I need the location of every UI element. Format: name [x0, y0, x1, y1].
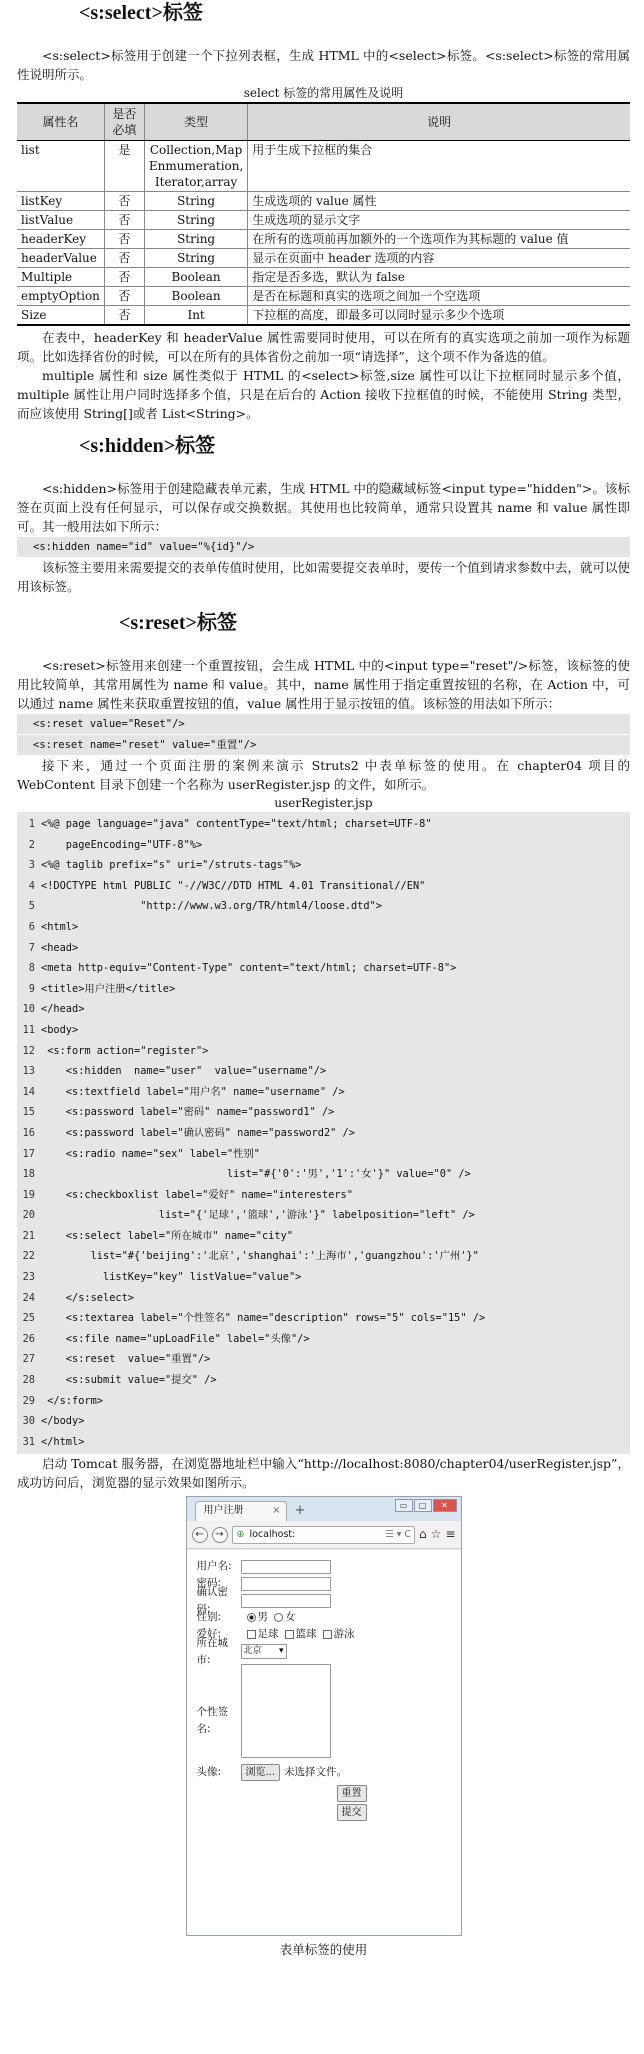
line-number: 9 — [28, 982, 35, 995]
table-cell: 是否在标题和真实的选项之间加一个空选项 — [248, 287, 630, 306]
line-text: <meta http-equiv="Content-Type" content="text/html; charset=UTF-8"> — [41, 962, 457, 975]
code-line — [17, 1185, 630, 1206]
line-number: 2 — [28, 838, 35, 851]
figure-caption: 表单标签的使用 — [279, 1942, 368, 1958]
table-cell: listValue — [17, 211, 104, 230]
code-listing — [17, 812, 630, 1454]
line-number: 21 — [22, 1229, 35, 1242]
male-label: 男 — [257, 1611, 268, 1624]
table-cell: 指定是否多选，默认为 false — [248, 268, 630, 287]
hobby-basketball: 篮球 — [295, 1628, 317, 1641]
code-line — [17, 896, 630, 917]
table-cell: listKey — [17, 192, 104, 211]
code-line — [17, 814, 630, 835]
password-label: 密码: — [196, 1577, 222, 1590]
line-number: 18 — [22, 1168, 35, 1181]
table-cell: emptyOption — [17, 287, 104, 306]
line-number: 29 — [22, 1394, 35, 1407]
checkbox-basketball[interactable] — [285, 1630, 294, 1639]
code-line — [17, 1020, 630, 1041]
line-text: list="#{'0':'男','1':'女'}" value="0" /> — [41, 1168, 471, 1181]
no-file-text: 未选择文件。 — [284, 1766, 348, 1779]
line-text: </body> — [41, 1415, 85, 1428]
table-cell: Size — [17, 306, 104, 326]
maximize-icon[interactable]: □ — [414, 1499, 432, 1512]
city-label: 所在城市: — [196, 1636, 228, 1666]
line-number: 7 — [28, 941, 35, 954]
line-text: <s:submit value="提交" /> — [41, 1374, 217, 1387]
table-row — [17, 211, 630, 230]
line-text: <s:form action="register"> — [41, 1044, 209, 1057]
line-text: "http://www.w3.org/TR/html4/loose.dtd"> — [41, 900, 382, 913]
window-close-icon[interactable]: ✕ — [433, 1499, 457, 1512]
username-input[interactable] — [241, 1560, 331, 1574]
minimize-icon[interactable]: ▭ — [395, 1499, 413, 1512]
code-line — [17, 958, 630, 979]
line-number: 24 — [22, 1291, 35, 1304]
line-number: 13 — [22, 1065, 35, 1078]
reset-intro: <s:reset>标签用来创建一个重置按钮，会生成 HTML 中的<input type="reset"/>标签，该标签的使用比较简单，其常用属性为 name 和 value。其中，name 属性用于指定重置按钮的名称，在 Action 中，可以通过 name 属性来获取重置按钮的值，value 属性用于显示按钮的值。该标签的用法如下所示： — [17, 658, 630, 711]
table-header: 属性名 — [17, 103, 104, 141]
line-text: </html> — [41, 1435, 85, 1448]
table-header: 说明 — [248, 103, 630, 141]
table-row — [17, 192, 630, 211]
tab-close-icon[interactable]: × — [272, 1505, 281, 1517]
line-number: 8 — [28, 962, 35, 975]
address-bar[interactable] — [232, 1526, 416, 1544]
table-row — [17, 249, 630, 268]
line-number: 16 — [22, 1126, 35, 1139]
radio-female[interactable] — [274, 1613, 283, 1622]
reset-code-1: <s:reset value="Reset"/> — [17, 714, 630, 734]
reset-code-2: <s:reset name="reset" value="重置"/> — [17, 735, 630, 755]
browser-window — [186, 1496, 462, 1936]
code-line — [17, 1329, 630, 1350]
table-cell: 否 — [104, 268, 144, 287]
line-number: 23 — [22, 1271, 35, 1284]
line-text: <s:password label="密码" name="password1" /> — [41, 1106, 335, 1119]
table-row — [17, 230, 630, 249]
sex-label: 性别: — [196, 1611, 222, 1624]
username-label: 用户名: — [196, 1560, 232, 1573]
table-cell: 否 — [104, 230, 144, 249]
code-line — [17, 1411, 630, 1432]
code-line — [17, 1061, 630, 1082]
heading-hidden: <s:hidden>标签 — [79, 435, 216, 457]
sign-textarea[interactable] — [241, 1664, 331, 1758]
line-number: 28 — [22, 1374, 35, 1387]
code-line — [17, 1123, 630, 1144]
radio-male[interactable] — [247, 1613, 256, 1622]
table-cell: 在所有的选项前再加额外的一个选项作为其标题的 value 值 — [248, 230, 630, 249]
line-text: <s:textarea label="个性签名" name="description" rows="5" cols="15" /> — [41, 1312, 486, 1325]
line-number: 12 — [22, 1044, 35, 1057]
sign-label: 个性签名: — [196, 1706, 228, 1736]
line-number: 27 — [22, 1353, 35, 1366]
city-select[interactable]: 北京 ▾ — [241, 1644, 287, 1659]
heading-select: <s:select>标签 — [79, 2, 203, 24]
select-intro: <s:select>标签用于创建一个下拉列表框，生成 HTML 中的<select>标签。<s:select>标签的常用属性说明所示。 — [17, 48, 630, 82]
listing-caption: userRegister.jsp — [274, 796, 373, 810]
globe-icon: ⊕ — [236, 1528, 245, 1540]
line-text: <s:file name="upLoadFile" label="头像"/> — [41, 1332, 310, 1345]
new-tab-icon[interactable]: + — [294, 1503, 306, 1519]
code-line — [17, 1288, 630, 1309]
select-attr-table — [17, 102, 630, 326]
table-cell: 生成选项的显示文字 — [248, 211, 630, 230]
menu-icon[interactable]: ≡ — [445, 1527, 456, 1542]
line-number: 19 — [22, 1188, 35, 1201]
table-cell: 否 — [104, 249, 144, 268]
line-text: <s:select label="所在城市" name="city" — [41, 1229, 293, 1242]
line-number: 20 — [22, 1209, 35, 1222]
select-para-2: multiple 属性和 size 属性类似于 HTML 的<select>标签,size 属性可以让下拉框同时显示多个值，multiple 属性让用户同时选择多个值，只是在后台的 Action 接收下拉框值的时候，不能使用 String 类型，而应该使用 String[]或者 List<String>。 — [17, 368, 630, 421]
line-text: <head> — [41, 941, 79, 954]
hobby-label: 爱好: — [196, 1628, 222, 1641]
table-cell: String — [144, 230, 247, 249]
line-text: <%@ taglib prefix="s" uri="/struts-tags"%> — [41, 859, 302, 872]
password-input[interactable] — [241, 1577, 331, 1591]
hobby-football: 足球 — [257, 1628, 279, 1641]
line-number: 4 — [28, 879, 35, 892]
table-cell: Multiple — [17, 268, 104, 287]
code-line — [17, 1370, 630, 1391]
checkbox-swimming[interactable] — [323, 1630, 332, 1639]
table-row — [17, 306, 630, 326]
table-cell: String — [144, 249, 247, 268]
line-number: 6 — [28, 920, 35, 933]
table-cell: list — [17, 141, 104, 192]
table-caption: select 标签的常用属性及说明 — [243, 86, 404, 100]
line-text: </s:form> — [41, 1394, 103, 1407]
code-line — [17, 1144, 630, 1165]
table-cell: 显示在页面中 header 选项的内容 — [248, 249, 630, 268]
browser-titlebar — [187, 1497, 461, 1521]
reset-button[interactable]: 重置 — [337, 1785, 367, 1802]
avatar-label: 头像: — [196, 1766, 222, 1779]
confirm-password-input[interactable] — [241, 1594, 331, 1608]
code-line — [17, 1082, 630, 1103]
code-line — [17, 1102, 630, 1123]
reload-icon[interactable]: ☰ ▾ C — [385, 1528, 412, 1540]
line-number: 17 — [22, 1147, 35, 1160]
table-cell: 否 — [104, 306, 144, 326]
table-row — [17, 141, 630, 192]
line-text: <s:radio name="sex" label="性别" — [41, 1147, 260, 1160]
browser-tab[interactable] — [195, 1501, 287, 1521]
line-text: </head> — [41, 1003, 85, 1016]
table-cell: 否 — [104, 211, 144, 230]
table-cell: 否 — [104, 192, 144, 211]
line-text: <s:checkboxlist label="爱好" name="interesters" — [41, 1188, 353, 1201]
line-number: 22 — [22, 1250, 35, 1263]
table-cell: String — [144, 211, 247, 230]
line-text: <body> — [41, 1023, 79, 1036]
table-row — [17, 287, 630, 306]
table-cell: 生成选项的 value 属性 — [248, 192, 630, 211]
line-number: 30 — [22, 1415, 35, 1428]
line-text: <s:reset value="重置"/> — [41, 1353, 211, 1366]
table-cell: 用于生成下拉框的集合 — [248, 141, 630, 192]
line-text: <!DOCTYPE html PUBLIC "-//W3C//DTD HTML 4.01 Transitional//EN" — [41, 879, 426, 892]
line-text: pageEncoding="UTF-8"%> — [41, 838, 203, 851]
heading-reset: <s:reset>标签 — [119, 612, 237, 634]
line-number: 5 — [28, 900, 35, 913]
confirm-password-label: 确认密码: — [196, 1585, 228, 1615]
back-icon[interactable]: ← — [192, 1527, 208, 1543]
code-line — [17, 1226, 630, 1247]
hidden-para: 该标签主要用来需要提交的表单传值时使用，比如需要提交表单时，要传一个值到请求参数中去，就可以使用该标签。 — [17, 560, 630, 594]
table-cell: Boolean — [144, 268, 247, 287]
code-line — [17, 1205, 630, 1226]
code-line — [17, 1432, 630, 1453]
table-cell: Boolean — [144, 287, 247, 306]
line-number: 10 — [22, 1003, 35, 1016]
checkbox-football[interactable] — [247, 1630, 256, 1639]
line-text: list="#{'beijing':'北京','shanghai':'上海市','guangzhou':'广州'}" — [41, 1250, 479, 1263]
table-cell: 下拉框的高度，即最多可以同时显示多少个选项 — [248, 306, 630, 326]
female-label: 女 — [285, 1611, 296, 1624]
table-cell: Int — [144, 306, 247, 326]
line-text: <s:textfield label="用户名" name="username" /> — [41, 1085, 345, 1098]
forward-icon[interactable]: → — [212, 1527, 228, 1543]
code-line — [17, 917, 630, 938]
tab-title: 用户注册 — [203, 1505, 244, 1517]
hobby-swimming: 游泳 — [333, 1628, 355, 1641]
line-number: 15 — [22, 1106, 35, 1119]
code-line — [17, 1164, 630, 1185]
code-line — [17, 979, 630, 1000]
code-line — [17, 835, 630, 856]
line-number: 31 — [22, 1435, 35, 1448]
code-line — [17, 999, 630, 1020]
page-content — [187, 1550, 461, 1935]
table-cell: headerKey — [17, 230, 104, 249]
table-cell: String — [144, 192, 247, 211]
reset-para: 接下来，通过一个页面注册的案例来演示 Struts2 中表单标签的使用。在 chapter04 项目的 WebContent 目录下创建一个名称为 userRegister.jsp 的文件，如所示。 — [17, 758, 630, 792]
table-cell: 是 — [104, 141, 144, 192]
home-icon[interactable]: ⌂ — [419, 1527, 427, 1542]
table-cell: headerValue — [17, 249, 104, 268]
browse-button[interactable]: 浏览... — [241, 1764, 281, 1781]
line-text: <title>用户注册</title> — [41, 982, 176, 995]
line-number: 25 — [22, 1312, 35, 1325]
code-line — [17, 1308, 630, 1329]
line-number: 26 — [22, 1332, 35, 1345]
bookmark-icon[interactable]: ☆ — [430, 1527, 442, 1542]
line-text: </s:select> — [41, 1291, 134, 1304]
after-listing-para: 启动 Tomcat 服务器，在浏览器地址栏中输入“http://localhost:8080/chapter04/userRegister.jsp”，成功访问后，浏览器的显示效果如图所示。 — [17, 1456, 630, 1491]
line-text: list="{'足球','篮球','游泳'}" labelposition="left" /> — [41, 1209, 475, 1222]
code-line — [17, 1267, 630, 1288]
hidden-intro: <s:hidden>标签用于创建隐藏表单元素，生成 HTML 中的隐藏域标签<input type="hidden">。该标签在页面上没有任何显示，可以保存或交换数据。其使用也比较简单，通常只设置其 name 和 value 属性即可。其一般用法如下所示： — [17, 481, 630, 534]
hidden-code: <s:hidden name="id" value="%{id}"/> — [17, 537, 630, 557]
table-row — [17, 268, 630, 287]
code-line — [17, 1391, 630, 1412]
submit-button[interactable]: 提交 — [337, 1804, 367, 1821]
table-header: 是否必填 — [104, 103, 144, 141]
line-text: <s:password label="确认密码" name="password2" /> — [41, 1126, 355, 1139]
browser-navbar — [187, 1521, 461, 1549]
line-text: listKey="key" listValue="value"> — [41, 1271, 302, 1284]
line-number: 1 — [28, 818, 35, 830]
select-para-1: 在表中，headerKey 和 headerValue 属性需要同时使用，可以在所有的真实选项之前加一项作为标题项。比如选择省份的时候，可以在所有的具体省份之前加一项“请选择”，这个项不作为备选的值。 — [17, 330, 630, 364]
line-number: 11 — [22, 1023, 35, 1036]
line-number: 3 — [28, 859, 35, 872]
code-line — [17, 938, 630, 959]
table-cell: Collection,Map Enmumeration, Iterator,array — [144, 141, 247, 192]
code-line — [17, 1246, 630, 1267]
address-text: localhost: — [249, 1528, 296, 1540]
code-line — [17, 876, 630, 897]
table-header: 类型 — [144, 103, 247, 141]
code-line — [17, 855, 630, 876]
code-line — [17, 1041, 630, 1062]
line-text: <s:hidden name="user" value="username"/> — [41, 1065, 327, 1078]
line-text: <%@ page language="java" contentType="text/html; charset=UTF-8" — [41, 818, 432, 830]
line-number: 14 — [22, 1085, 35, 1098]
table-cell: 否 — [104, 287, 144, 306]
code-line — [17, 1349, 630, 1370]
line-text: <html> — [41, 920, 79, 933]
